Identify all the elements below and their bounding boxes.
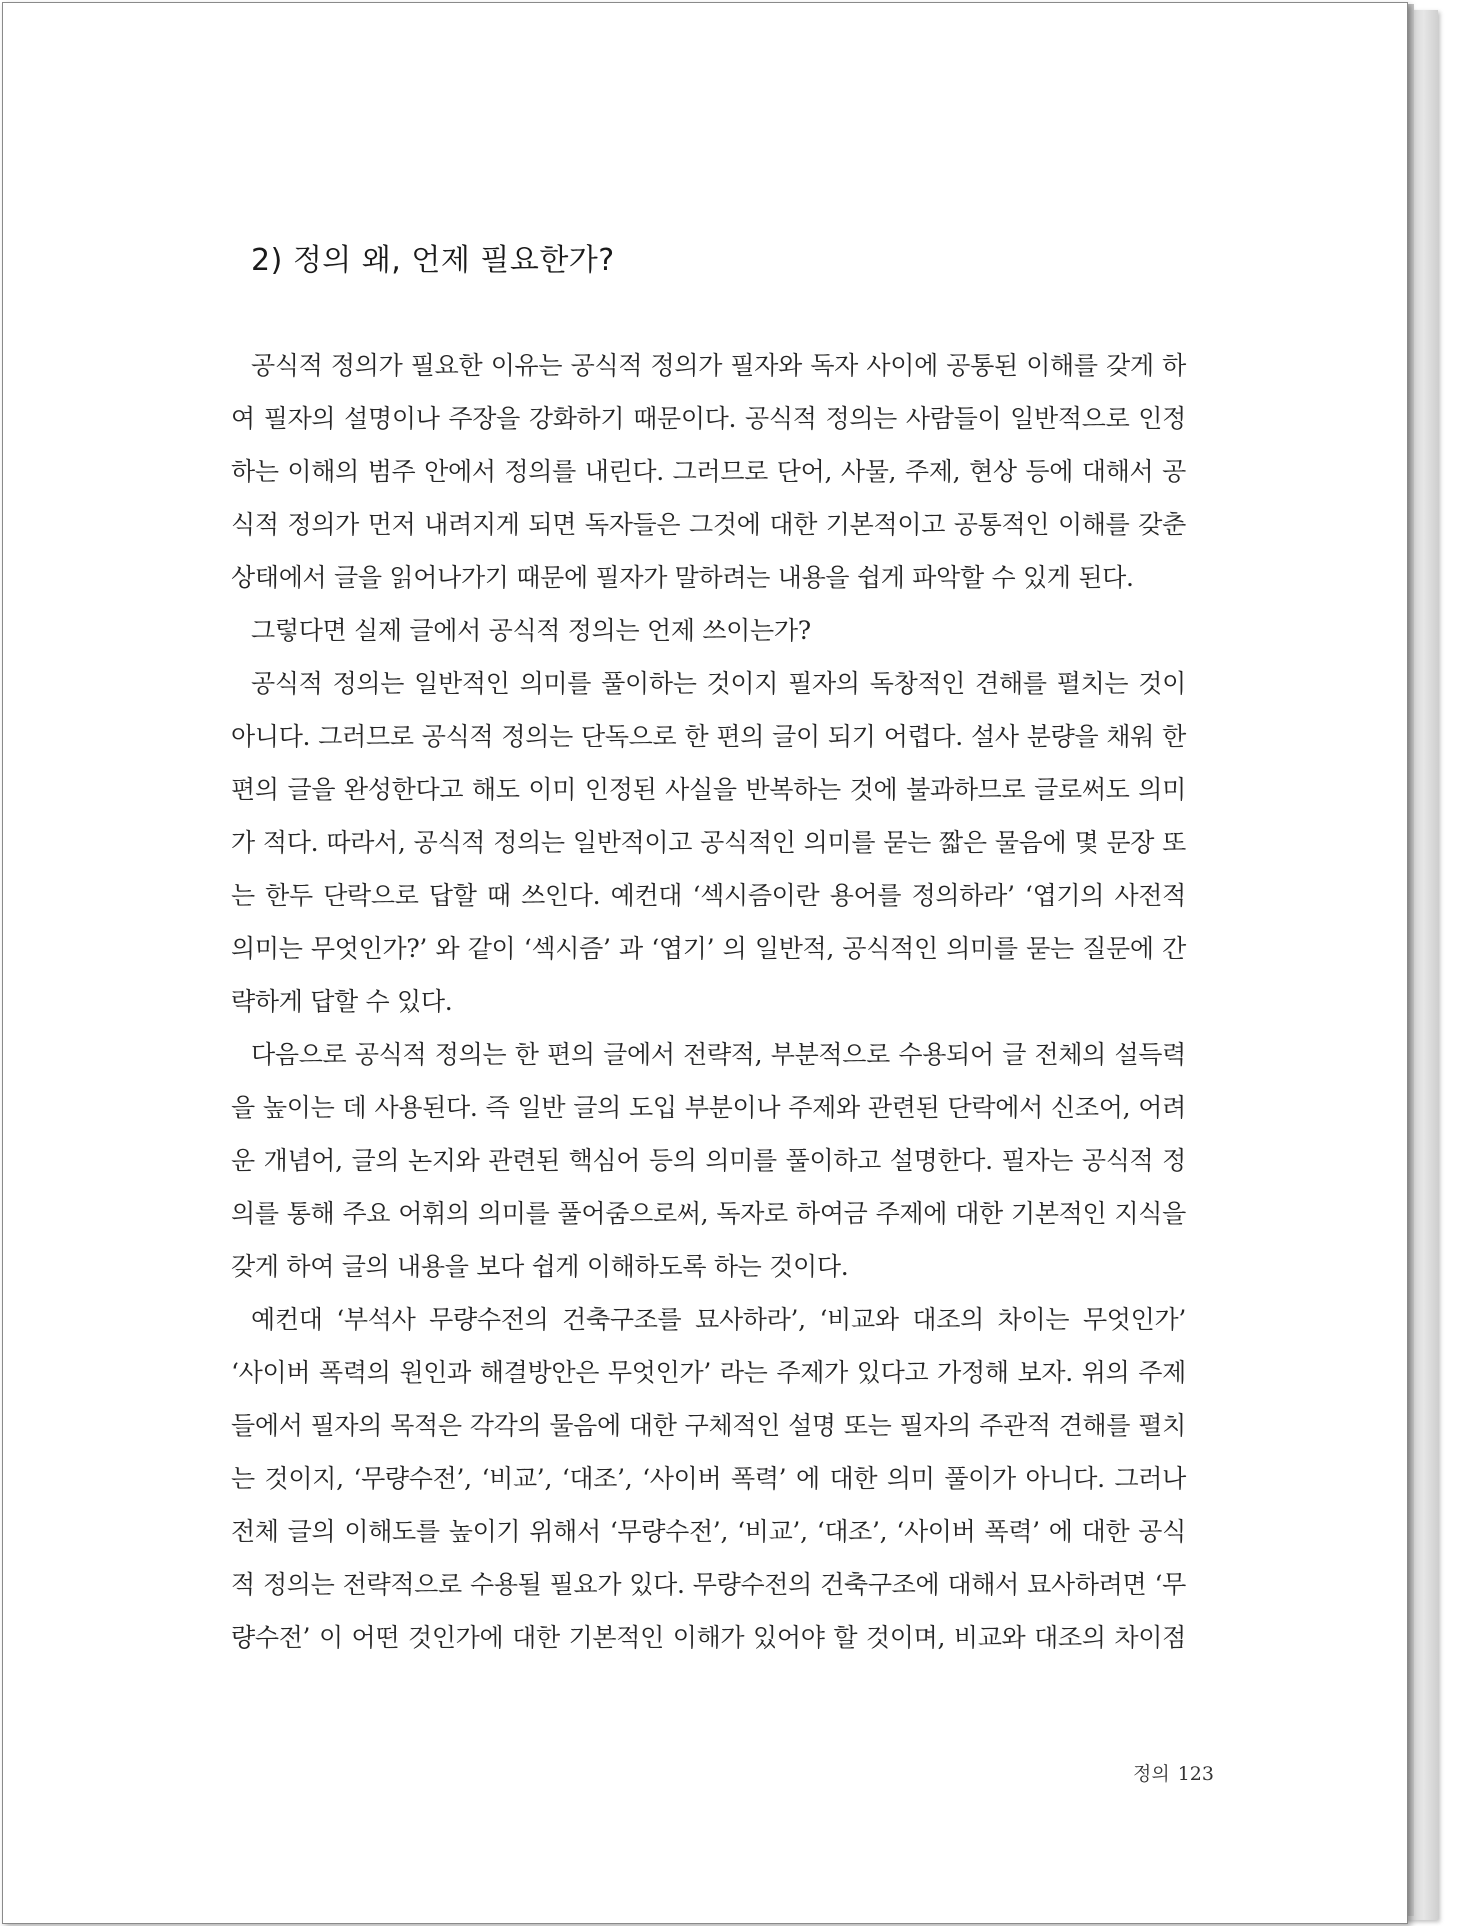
text-line: ‘사이버 폭력의 원인과 해결방안은 무엇인가’ 라는 주제가 있다고 가정해 보자. 위의 주제	[231, 1358, 1186, 1387]
text-line: 공식적 정의는 일반적인 의미를 풀이하는 것이지 필자의 독창적인 견해를 펼치는 것이	[251, 669, 1186, 698]
text-line: 가 적다. 따라서, 공식적 정의는 일반적이고 공식적인 의미를 묻는 짧은 물음에 몇 문장 또	[231, 828, 1186, 857]
text-line: 는 것이지, ‘무량수전’, ‘비교’, ‘대조’, ‘사이버 폭력’ 에 대한 의미 풀이가 아니다. 그러나	[231, 1464, 1186, 1493]
book-page	[2, 2, 1408, 1924]
page-footer	[1133, 1759, 1214, 1786]
text-line: 편의 글을 완성한다고 해도 이미 인정된 사실을 반복하는 것에 불과하므로 글로써도 의미	[231, 775, 1186, 804]
text-line: 식적 정의가 먼저 내려지게 되면 독자들은 그것에 대한 기본적이고 공통적인 이해를 갖춘	[231, 510, 1186, 539]
body-text	[231, 339, 1186, 1664]
text-line: 갖게 하여 글의 내용을 보다 쉽게 이해하도록 하는 것이다.	[231, 1252, 849, 1281]
text-line: 전체 글의 이해도를 높이기 위해서 ‘무량수전’, ‘비교’, ‘대조’, ‘사이버 폭력’ 에 대한 공식	[231, 1517, 1186, 1546]
text-line: 아니다. 그러므로 공식적 정의는 단독으로 한 편의 글이 되기 어렵다. 설사 분량을 채워 한	[231, 722, 1186, 751]
text-line: 적 정의는 전략적으로 수용될 필요가 있다. 무량수전의 건축구조에 대해서 묘사하려면 ‘무	[231, 1570, 1186, 1599]
text-line: 다음으로 공식적 정의는 한 편의 글에서 전략적, 부분적으로 수용되어 글 전체의 설득력	[251, 1040, 1186, 1069]
text-line: 의미는 무엇인가?’ 와 같이 ‘섹시즘’ 과 ‘엽기’ 의 일반적, 공식적인 의미를 묻는 질문에 간	[231, 934, 1186, 963]
text-line: 략하게 답할 수 있다.	[231, 987, 453, 1016]
text-line: 예컨대 ‘부석사 무량수전의 건축구조를 묘사하라’, ‘비교와 대조의 차이는 무엇인가’	[251, 1305, 1186, 1334]
text-line: 운 개념어, 글의 논지와 관련된 핵심어 등의 의미를 풀이하고 설명한다. 필자는 공식적 정	[231, 1146, 1186, 1175]
text-line: 공식적 정의가 필요한 이유는 공식적 정의가 필자와 독자 사이에 공통된 이해를 갖게 하	[251, 351, 1186, 380]
section-heading: 2) 정의 왜, 언제 필요한가?	[251, 243, 615, 278]
text-line: 의를 통해 주요 어휘의 의미를 풀어줌으로써, 독자로 하여금 주제에 대한 기본적인 지식을	[231, 1199, 1186, 1228]
text-line: 상태에서 글을 읽어나가기 때문에 필자가 말하려는 내용을 쉽게 파악할 수 있게 된다.	[231, 563, 1134, 592]
running-footer-chapter: 정의	[1133, 1763, 1170, 1785]
text-line: 여 필자의 설명이나 주장을 강화하기 때문이다. 공식적 정의는 사람들이 일반적으로 인정	[231, 404, 1186, 433]
text-line: 들에서 필자의 목적은 각각의 물음에 대한 구체적인 설명 또는 필자의 주관적 견해를 펼치	[231, 1411, 1186, 1440]
text-line: 량수전’ 이 어떤 것인가에 대한 기본적인 이해가 있어야 할 것이며, 비교와 대조의 차이점	[231, 1623, 1186, 1652]
text-line: 그렇다면 실제 글에서 공식적 정의는 언제 쓰이는가?	[251, 616, 811, 645]
text-line: 하는 이해의 범주 안에서 정의를 내린다. 그러므로 단어, 사물, 주제, 현상 등에 대해서 공	[231, 457, 1186, 486]
page-number: 123	[1177, 1763, 1214, 1785]
text-line: 는 한두 단락으로 답할 때 쓰인다. 예컨대 ‘섹시즘이란 용어를 정의하라’ ‘엽기의 사전적	[231, 881, 1186, 910]
text-line: 을 높이는 데 사용된다. 즉 일반 글의 도입 부분이나 주제와 관련된 단락에서 신조어, 어려	[231, 1093, 1186, 1122]
